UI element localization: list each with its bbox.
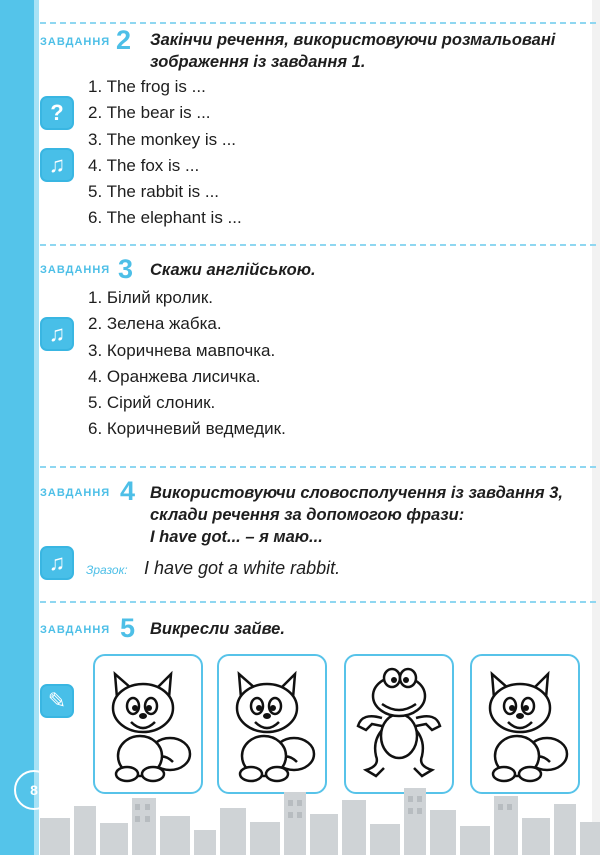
list-item: 3. Коричнева мавпочка. <box>88 340 276 360</box>
page-edge <box>592 0 600 855</box>
divider <box>40 22 596 24</box>
task4-title-line3: I have got... – я маю... <box>150 528 323 546</box>
list-item: 1. The frog is ... <box>88 77 206 96</box>
picture-card-fox[interactable] <box>217 654 327 794</box>
task4-number: 4 <box>120 476 136 506</box>
question-icon: ? <box>40 96 74 130</box>
task3-title: Скажи англійською. <box>150 261 316 279</box>
frog-illustration <box>346 656 452 792</box>
list-item: 5. Сірий слоник. <box>88 393 216 413</box>
task4-title-line1: Використовуючи словосполучення із завдання 3, <box>150 484 563 502</box>
task2-title-line1: Закінчи речення, використовуючи розмальовані <box>150 31 556 49</box>
music-note-icon: ♫ <box>40 148 74 182</box>
music-note-icon: ♫ <box>40 317 74 351</box>
task4-title-line2: склади речення за допомогою фрази: <box>150 506 465 524</box>
fox-illustration <box>95 656 201 792</box>
task2-title-line2: зображення із завдання 1. <box>150 53 366 71</box>
sidebar-stripe <box>34 0 39 855</box>
task4-title <box>150 482 563 548</box>
fox-illustration <box>219 656 325 792</box>
picture-card-frog[interactable] <box>344 654 454 794</box>
pencil-icon: ✎ <box>40 684 74 718</box>
list-item: 5. The rabbit is ... <box>88 182 220 202</box>
task2-number: 2 <box>116 25 132 55</box>
divider <box>40 244 596 246</box>
example-label: Зразок: <box>86 563 128 577</box>
task2-title <box>150 29 555 73</box>
divider <box>40 466 596 468</box>
list-item: 1. Білий кролик. <box>88 288 214 307</box>
page-number: 8 <box>14 770 54 810</box>
task2-list <box>88 74 242 232</box>
task3-label: ЗАВДАННЯ <box>40 264 111 276</box>
fox-illustration <box>472 656 578 792</box>
list-item: 4. The fox is ... <box>88 155 200 175</box>
list-item: 3. The monkey is ... <box>88 129 237 149</box>
picture-card-fox[interactable] <box>93 654 203 794</box>
divider <box>40 601 596 603</box>
task5-number: 5 <box>120 613 136 643</box>
list-item: 2. Зелена жабка. <box>88 314 222 334</box>
task5-label: ЗАВДАННЯ <box>40 624 111 636</box>
picture-card-fox[interactable] <box>470 654 580 794</box>
list-item: 2. The bear is ... <box>88 103 211 123</box>
task4-label: ЗАВДАННЯ <box>40 487 111 499</box>
music-note-icon: ♫ <box>40 546 74 580</box>
task2-label: ЗАВДАННЯ <box>40 36 111 48</box>
left-sidebar <box>0 0 34 855</box>
example-text: I have got a white rabbit. <box>144 558 341 578</box>
task3-list <box>88 285 286 443</box>
list-item: 6. Коричневий ведмедик. <box>88 419 286 439</box>
task3-number: 3 <box>118 254 134 284</box>
list-item: 4. Оранжева лисичка. <box>88 366 261 386</box>
task5-title: Викресли зайве. <box>150 620 285 638</box>
list-item: 6. The elephant is ... <box>88 208 242 228</box>
city-skyline <box>40 778 600 855</box>
